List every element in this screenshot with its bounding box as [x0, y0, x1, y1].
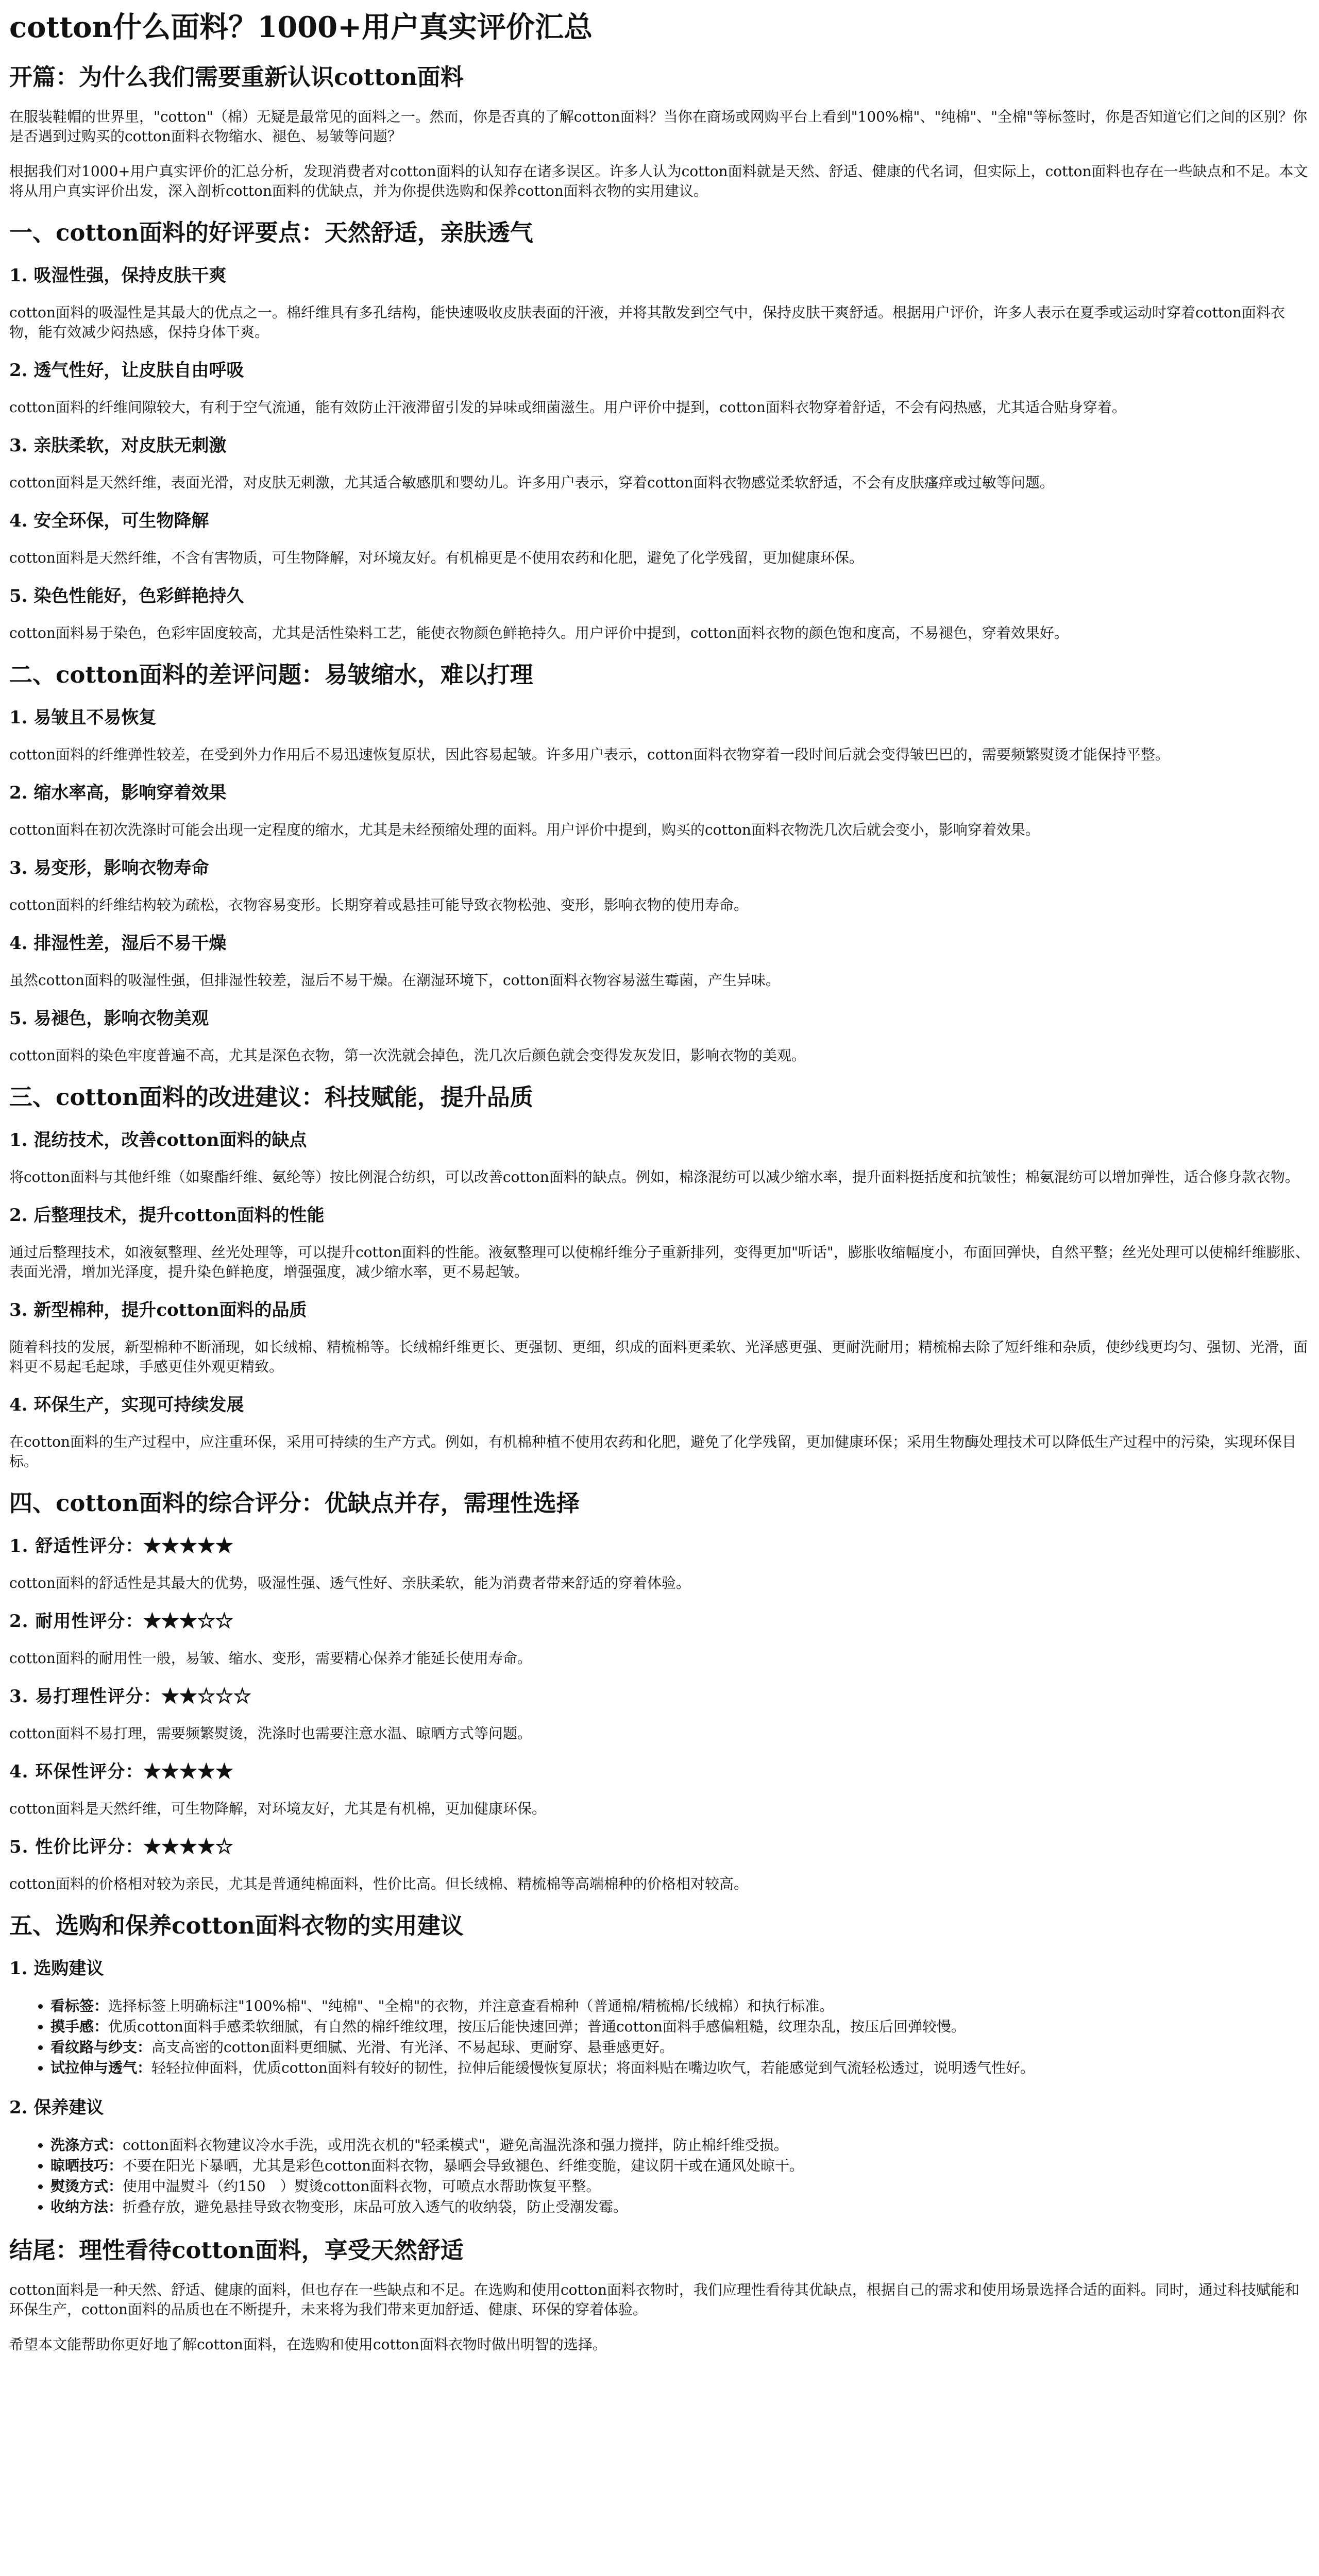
section-4-item-4-title: 4. 环保性评分：★★★★★ — [9, 1761, 234, 1782]
ending-heading: 结尾：理性看待cotton面料，享受天然舒适 — [9, 2236, 464, 2264]
list-item — [50, 2037, 1310, 2058]
section-2-item-1-text: cotton面料的纤维弹性较差，在受到外力作用后不易迅速恢复原状，因此容易起皱。许多用户表示，cotton面料衣物穿着一段时间后就会变得皱巴巴的，需要频繁熨烫才能保持平整。 — [9, 746, 1170, 763]
intro-paragraph-1: 在服装鞋帽的世界里，"cotton"（棉）无疑是最常见的面料之一。然而，你是否真的了解cotton面料？当你在商场或网购平台上看到"100%棉"、"纯棉"、"全棉"等标签时，你是否知道它们之间的区别？你是否遇到过购买的cotton面料衣物缩水、褪色、易皱等问题？ — [9, 108, 1307, 145]
list-item-label: 看纹路与纱支： — [50, 2039, 152, 2056]
section-1-item-5-title: 5. 染色性能好，色彩鲜艳持久 — [9, 586, 244, 606]
section-2-item-1-title: 1. 易皱且不易恢复 — [9, 707, 157, 728]
section-2-item-5-text: cotton面料的染色牢度普遍不高，尤其是深色衣物，第一次洗就会掉色，洗几次后颜色就会变得发灰发旧，影响衣物的美观。 — [9, 1047, 806, 1064]
list-item-text: cotton面料衣物建议冷水手洗，或用洗衣机的"轻柔模式"，避免高温洗涤和强力搅拌，防止棉纤维受损。 — [123, 2137, 788, 2154]
section-2-item-4-text: 虽然cotton面料的吸湿性强，但排湿性较差，湿后不易干燥。在潮湿环境下，cotton面料衣物容易滋生霉菌，产生异味。 — [9, 972, 780, 989]
list-item-label: 收纳方法： — [50, 2198, 123, 2215]
section-3-item-3-text: 随着科技的发展，新型棉种不断涌现，如长绒棉、精梳棉等。长绒棉纤维更长、更强韧、更细，织成的面料更柔软、光泽感更强、更耐洗耐用；精梳棉去除了短纤维和杂质，使纱线更均匀、强韧、光滑，面料更不易起毛起球，手感更佳外观更精致。 — [9, 1338, 1308, 1375]
list-item-text: 轻轻拉伸面料，优质cotton面料有较好的韧性，拉伸后能缓慢恢复原状；将面料贴在嘴边吹气，若能感觉到气流轻松透过，说明透气性好。 — [151, 2059, 1035, 2076]
section-4-item-1-text: cotton面料的舒适性是其最大的优势，吸湿性强、透气性好、亲肤柔软，能为消费者带来舒适的穿着体验。 — [9, 1574, 690, 1591]
section-1-item-1-title: 1. 吸湿性强，保持皮肤干爽 — [9, 265, 227, 286]
section-4-item-2-text: cotton面料的耐用性一般，易皱、缩水、变形，需要精心保养才能延长使用寿命。 — [9, 1650, 532, 1667]
section-2-item-3-text: cotton面料的纤维结构较为疏松，衣物容易变形。长期穿着或悬挂可能导致衣物松弛、变形，影响衣物的使用寿命。 — [9, 896, 748, 913]
section-3-item-1-text: 将cotton面料与其他纤维（如聚酯纤维、氨纶等）按比例混合纺织，可以改善cotton面料的缺点。例如，棉涤混纺可以减少缩水率，提升面料挺括度和抗皱性；棉氨混纺可以增加弹性，适合修身款衣物。 — [9, 1168, 1299, 1185]
ending-paragraph-1: cotton面料是一种天然、舒适、健康的面料，但也存在一些缺点和不足。在选购和使用cotton面料衣物时，我们应理性看待其优缺点，根据自己的需求和使用场景选择合适的面料。同时，通过科技赋能和环保生产，cotton面料的品质也在不断提升，未来将为我们带来更加舒适、健康、环保的穿着体验。 — [9, 2281, 1299, 2318]
section-3-item-3-title: 3. 新型棉种，提升cotton面料的品质 — [9, 1300, 307, 1320]
section-3-item-1-title: 1. 混纺技术，改善cotton面料的缺点 — [9, 1130, 307, 1150]
section-2-item-2-text: cotton面料在初次洗涤时可能会出现一定程度的缩水，尤其是未经预缩处理的面料。用户评价中提到，购买的cotton面料衣物洗几次后就会变小，影响穿着效果。 — [9, 821, 1040, 838]
section-4-heading: 四、cotton面料的综合评分：优缺点并存，需理性选择 — [9, 1489, 580, 1517]
list-item-label: 熨烫方式： — [50, 2178, 123, 2195]
section-4-item-3-title: 3. 易打理性评分：★★☆☆☆ — [9, 1686, 252, 1707]
section-4-item-5-title: 5. 性价比评分：★★★★☆ — [9, 1837, 234, 1857]
section-3-item-4-text: 在cotton面料的生产过程中，应注重环保，采用可持续的生产方式。例如，有机棉种植不使用农药和化肥，避免了化学残留，更加健康环保；采用生物酶处理技术可以降低生产过程中的污染，实现环保目标。 — [9, 1433, 1296, 1470]
section-2-item-4-title: 4. 排湿性差，湿后不易干燥 — [9, 933, 227, 954]
list-item — [50, 2135, 1310, 2156]
buying-advice-list — [9, 1996, 1310, 2078]
care-advice-list — [9, 2135, 1310, 2217]
section-1-item-3-text: cotton面料是天然纤维，表面光滑，对皮肤无刺激，尤其适合敏感肌和婴幼儿。许多用户表示，穿着cotton面料衣物感觉柔软舒适，不会有皮肤瘙痒或过敏等问题。 — [9, 474, 1054, 491]
page-title: cotton什么面料？1000+用户真实评价汇总 — [9, 10, 593, 44]
section-4-item-2-title: 2. 耐用性评分：★★★☆☆ — [9, 1611, 234, 1632]
section-2-item-2-title: 2. 缩水率高，影响穿着效果 — [9, 783, 227, 803]
list-item — [50, 2156, 1310, 2176]
intro-paragraph-2: 根据我们对1000+用户真实评价的汇总分析，发现消费者对cotton面料的认知存在诸多误区。许多人认为cotton面料就是天然、舒适、健康的代名词，但实际上，cotton面料也存在一些缺点和不足。本文将从用户真实评价出发，深入剖析cotton面料的优缺点，并为你提供选购和保养cotton面料衣物的实用建议。 — [9, 163, 1308, 199]
section-1-item-2-title: 2. 透气性好，让皮肤自由呼吸 — [9, 360, 244, 381]
list-item-label: 晾晒技巧： — [50, 2157, 123, 2174]
list-item — [50, 1996, 1310, 2016]
section-2-item-5-title: 5. 易褪色，影响衣物美观 — [9, 1008, 209, 1029]
section-4-item-5-text: cotton面料的价格相对较为亲民，尤其是普通纯棉面料，性价比高。但长绒棉、精梳棉等高端棉种的价格相对较高。 — [9, 1875, 748, 1892]
section-1-item-4-title: 4. 安全环保，可生物降解 — [9, 511, 209, 531]
list-item-label: 摸手感： — [50, 2018, 109, 2035]
list-item — [50, 2176, 1310, 2197]
section-4-item-4-text: cotton面料是天然纤维，可生物降解，对环境友好，尤其是有机棉，更加健康环保。 — [9, 1800, 546, 1817]
section-1-item-3-title: 3. 亲肤柔软，对皮肤无刺激 — [9, 435, 227, 456]
section-4-item-3-text: cotton面料不易打理，需要频繁熨烫，洗涤时也需要注意水温、晾晒方式等问题。 — [9, 1725, 532, 1742]
list-item-text: 选择标签上明确标注"100%棉"、"纯棉"、"全棉"的衣物，并注意查看棉种（普通棉/精梳棉/长绒棉）和执行标准。 — [108, 1997, 834, 2014]
section-5-heading: 五、选购和保养cotton面料衣物的实用建议 — [9, 1912, 464, 1939]
list-item-text: 不要在阳光下暴晒，尤其是彩色cotton面料衣物，暴晒会导致褪色、纤维变脆，建议阴干或在通风处晾干。 — [123, 2157, 804, 2174]
list-item-text: 折叠存放，避免悬挂导致衣物变形，床品可放入透气的收纳袋，防止受潮发霉。 — [123, 2198, 628, 2215]
section-2-heading: 二、cotton面料的差评问题：易皱缩水，难以打理 — [9, 661, 533, 688]
list-item-label: 看标签： — [50, 1997, 109, 2014]
intro-heading: 开篇：为什么我们需要重新认识cotton面料 — [9, 63, 464, 91]
section-3-item-2-text: 通过后整理技术，如液氨整理、丝光处理等，可以提升cotton面料的性能。液氨整理可以使棉纤维分子重新排列，变得更加"听话"，膨胀收缩幅度小，布面回弹快，自然平整；丝光处理可以使棉纤维膨胀、表面光滑，增加光泽度，提升染色鲜艳度，增强强度，减少缩水率，更不易起皱。 — [9, 1244, 1310, 1280]
list-item — [50, 2016, 1310, 2037]
buying-advice-title: 1. 选购建议 — [9, 1958, 104, 1979]
ending-paragraph-2: 希望本文能帮助你更好地了解cotton面料，在选购和使用cotton面料衣物时做出明智的选择。 — [9, 2336, 607, 2353]
section-1-item-1-text: cotton面料的吸湿性是其最大的优点之一。棉纤维具有多孔结构，能快速吸收皮肤表面的汗液，并将其散发到空气中，保持皮肤干爽舒适。根据用户评价，许多人表示在夏季或运动时穿着cotton面料衣物，能有效减少闷热感，保持身体干爽。 — [9, 304, 1285, 341]
list-item — [50, 2058, 1310, 2078]
section-3-item-2-title: 2. 后整理技术，提升cotton面料的性能 — [9, 1205, 325, 1226]
list-item-text: 高支高密的cotton面料更细腻、光滑、有光泽、不易起球、更耐穿、悬垂感更好。 — [151, 2039, 674, 2056]
section-2-item-3-title: 3. 易变形，影响衣物寿命 — [9, 858, 209, 878]
list-item-label: 试拉伸与透气： — [50, 2059, 152, 2076]
list-item — [50, 2197, 1310, 2217]
list-item-label: 洗涤方式： — [50, 2137, 123, 2154]
section-1-item-5-text: cotton面料易于染色，色彩牢固度较高，尤其是活性染料工艺，能使衣物颜色鲜艳持久。用户评价中提到，cotton面料衣物的颜色饱和度高，不易褪色，穿着效果好。 — [9, 624, 1069, 641]
list-item-text: 使用中温熨斗（约150 ）熨烫cotton面料衣物，可喷点水帮助恢复平整。 — [123, 2178, 601, 2195]
section-1-item-4-text: cotton面料是天然纤维，不含有害物质，可生物降解，对环境友好。有机棉更是不使用农药和化肥，避免了化学残留，更加健康环保。 — [9, 549, 864, 566]
section-1-item-2-text: cotton面料的纤维间隙较大，有利于空气流通，能有效防止汗液滞留引发的异味或细菌滋生。用户评价中提到，cotton面料衣物穿着舒适，不会有闷热感，尤其适合贴身穿着。 — [9, 399, 1126, 416]
section-4-item-1-title: 1. 舒适性评分：★★★★★ — [9, 1536, 234, 1556]
section-3-heading: 三、cotton面料的改进建议：科技赋能，提升品质 — [9, 1083, 533, 1111]
care-advice-title: 2. 保养建议 — [9, 2097, 104, 2118]
list-item-text: 优质cotton面料手感柔软细腻，有自然的棉纤维纹理，按压后能快速回弹；普通cotton面料手感偏粗糙，纹理杂乱，按压后回弹较慢。 — [108, 2018, 966, 2035]
section-1-heading: 一、cotton面料的好评要点：天然舒适，亲肤透气 — [9, 219, 533, 246]
section-3-item-4-title: 4. 环保生产，实现可持续发展 — [9, 1395, 244, 1415]
